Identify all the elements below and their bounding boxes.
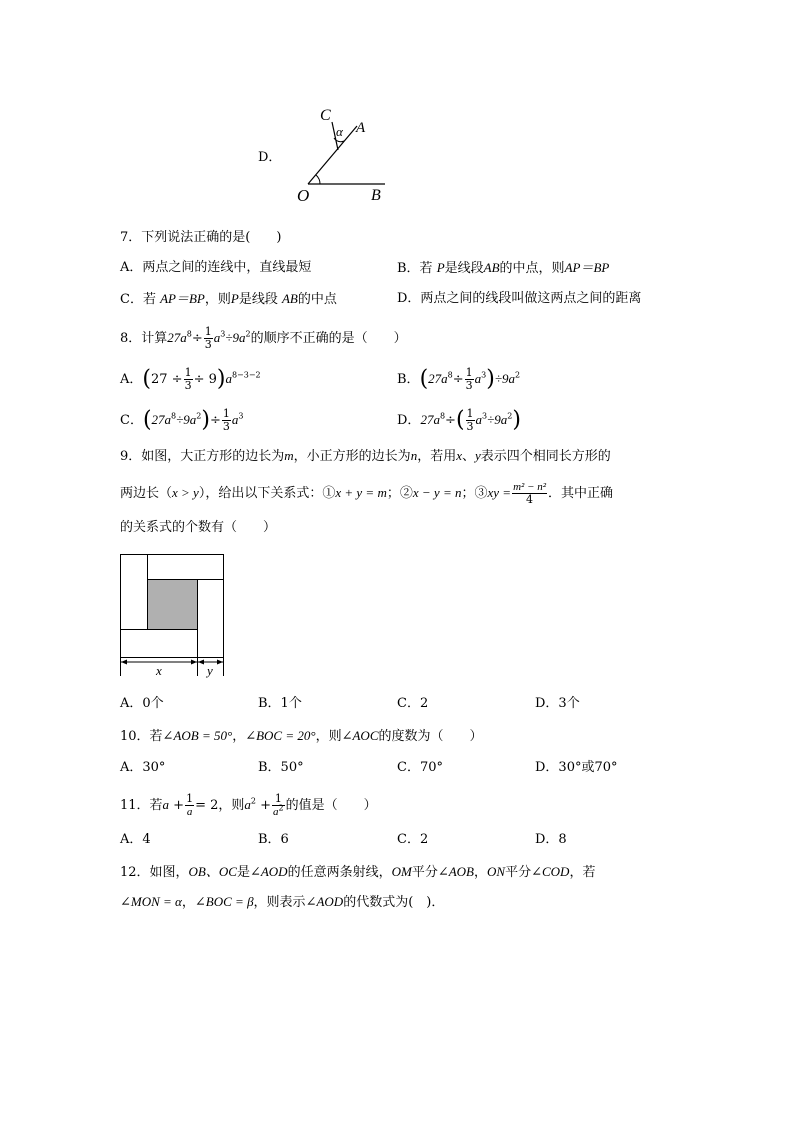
angle-arc-o [316, 175, 320, 184]
q11-option-c: C．2 [397, 832, 429, 847]
q8-option-b: B．($27a^8\div$ $\frac{1}{3}$ $a^3)\div 9a^2$ [397, 366, 521, 392]
label-b: B [371, 187, 381, 204]
arrow-y-left [198, 660, 204, 665]
ray-oa [308, 126, 357, 184]
arrow-y-right [217, 660, 223, 665]
q6-option-d-label: D． [258, 150, 282, 165]
q11-option-d: D．8 [535, 832, 567, 847]
q9-option-d: D．3个 [535, 696, 580, 711]
q7-option-d: D．两点之间的线段叫做这两点之间的距离 [397, 291, 642, 306]
q10-option-c: C．70° [397, 760, 443, 775]
q11-stem: 11．若a + $\frac{1}{a}$ = 2，则$a^2$ + $\frac{1}{a^2}$ 的值是（ ） [120, 792, 377, 818]
dim-label-y: y [207, 663, 213, 678]
label-c: C [320, 107, 331, 124]
q8-stem: 8．计算$27a^8\div$ $\frac{1}{3}$ $a^3\div 9a^2$的顺序不正确的是（ ） [120, 325, 407, 351]
arrow-x-right [191, 660, 197, 665]
label-alpha: α [336, 124, 343, 139]
dim-label-x: x [156, 663, 162, 678]
fraction-one-third: $\frac{1}{3}$ [204, 325, 212, 351]
q12-line1: 12．如图，OB、OC是∠AOD的任意两条射线，OM平分∠AOB，ON平分∠COD，若 [120, 864, 596, 880]
q9-line3: 的关系式的个数有（ ） [120, 520, 277, 535]
q12-line2: ∠MON = α，∠BOC = β，则表示∠AOD的代数式为( )． [120, 894, 445, 910]
q9-line2: 两边长（x > y），给出以下关系式：①x + y = m；②x − y = n；③xy = $\frac{\text{m² − n²}}{4}$ ．其中正确 [120, 481, 614, 506]
q9-line1: 9．如图，大正方形的边长为m，小正方形的边长为n，若用x、y表示四个相同长方形的 [120, 448, 611, 464]
q9-option-c: C．2 [397, 696, 429, 711]
q7-stem: 7．下列说法正确的是( ) [120, 230, 282, 245]
q10-option-d: D．30°或70° [535, 760, 618, 775]
q10-stem: 10．若∠AOB = 50°，∠BOC = 20°，则∠AOC的度数为（ ） [120, 728, 483, 744]
q7-option-b: B．若 P是线段AB的中点，则AP＝BP [397, 260, 610, 276]
label-o: O [297, 186, 310, 205]
q6-angle-figure [290, 100, 400, 206]
q9-option-b: B．1个 [258, 696, 302, 711]
q11-option-b: B．6 [258, 832, 289, 847]
q9-square-figure [118, 552, 228, 678]
q8-option-c: C．$(27a^8\div 9a^2)\div$ $\frac{1}{3}$ $a^3$ [120, 407, 244, 433]
q8-option-a: A．(27 ÷ $\frac{1}{3}$ ÷ $9)a^{8-3-2}$ [120, 366, 261, 392]
arrow-x-left [121, 660, 127, 665]
small-square [148, 580, 198, 630]
q10-option-a: A．30° [120, 760, 166, 775]
q8-option-d: D．$27a^8\div$( $\frac{1}{3}$ $a^3\div 9a^2$) [397, 407, 521, 433]
q11-option-a: A．4 [120, 832, 151, 847]
q7-option-a: A．两点之间的连线中，直线最短 [120, 260, 312, 275]
q9-option-a: A．0个 [120, 696, 164, 711]
label-a: A [356, 120, 366, 136]
q7-option-c: C．若 AP＝BP，则P是线段 AB的中点 [120, 291, 337, 307]
q10-option-b: B．50° [258, 760, 304, 775]
